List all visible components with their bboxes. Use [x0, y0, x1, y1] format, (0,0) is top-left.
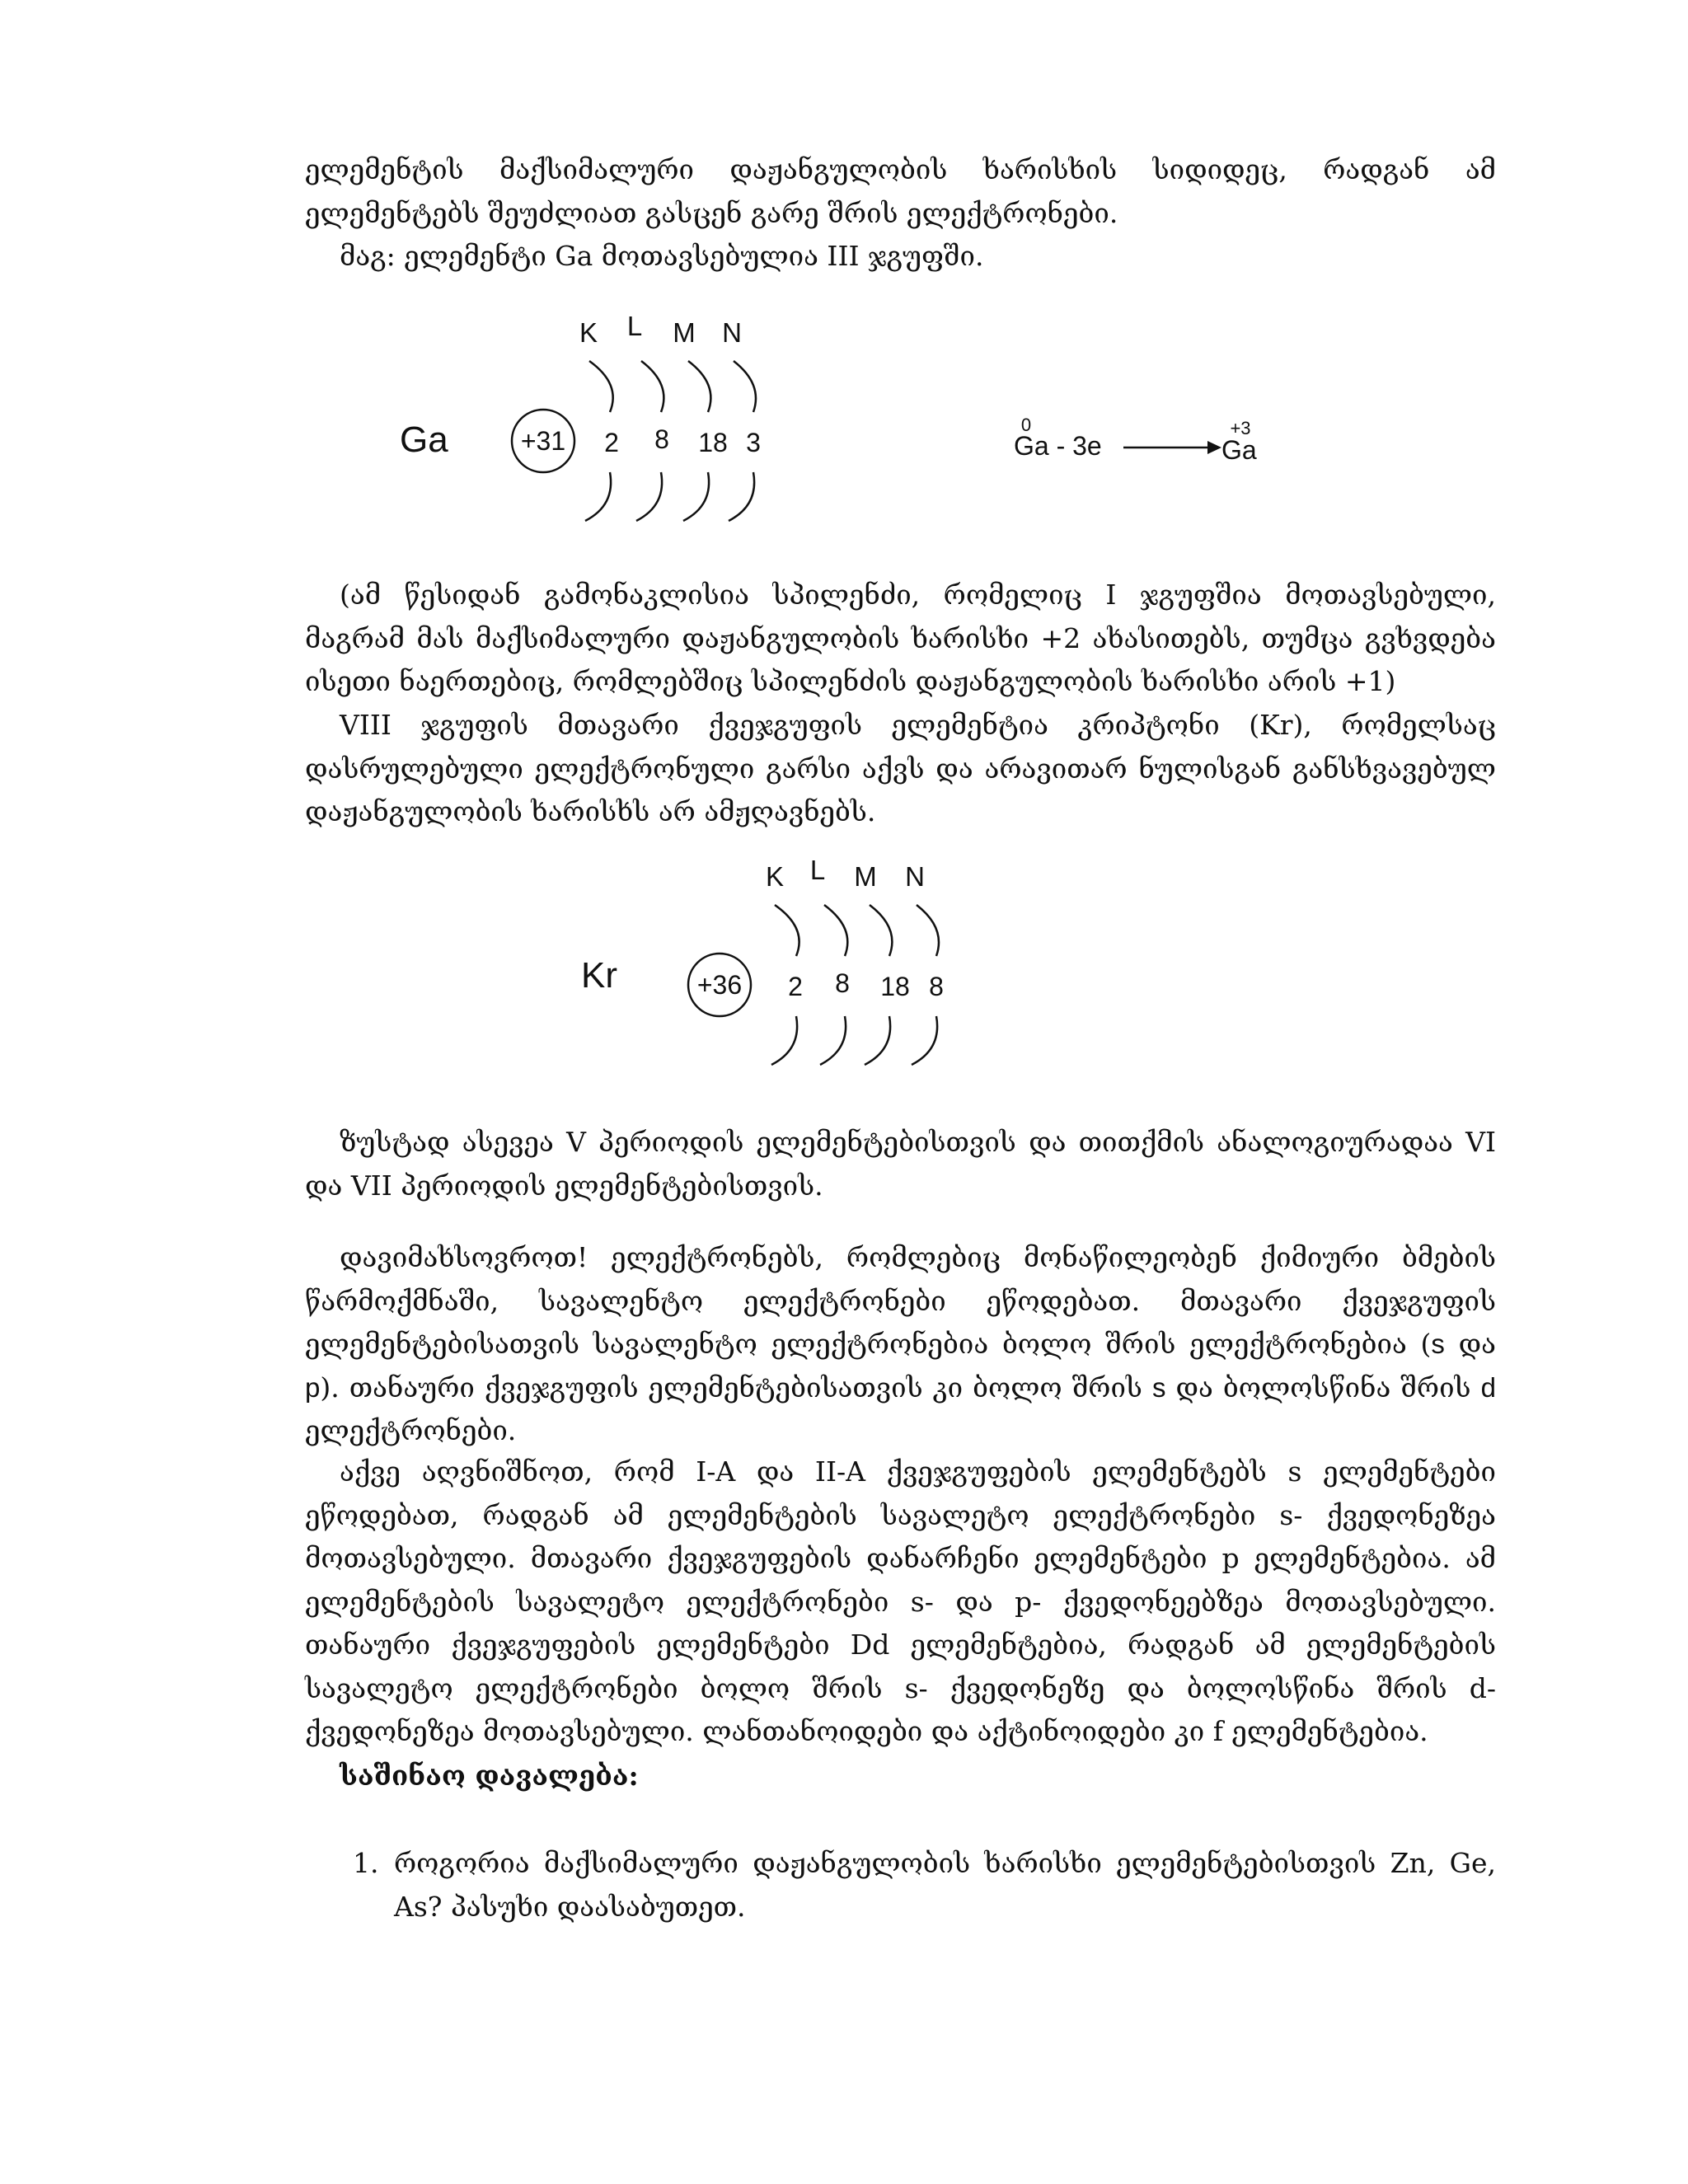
kr-shell-label-m: M [854, 861, 877, 892]
paragraph-periods: ზუსტად ასევეა V პერიოდის ელემენტებისთვის და თითქმის ანალოგიურადაა VI და VII პერიოდის ელემენტებისთვის. [305, 1126, 1496, 1202]
kr-shell-label-n: N [905, 861, 925, 892]
orbital-d: d [1480, 1371, 1496, 1403]
kr-shell-arc-top-3 [870, 905, 892, 956]
ga-oxidation-state-after: +3 [1230, 418, 1251, 438]
reaction-arrow-head-icon [1207, 441, 1221, 454]
ga-shell-label-m: M [673, 317, 696, 348]
kr-electrons-m: 18 [880, 972, 910, 1001]
ga-oxidation-state-before: 0 [1020, 415, 1032, 435]
ga-shell-arc-top-1 [589, 361, 613, 412]
ga-shell-label-l: L [626, 311, 643, 341]
kr-shell-diagram [569, 849, 964, 1088]
kr-electrons-l: 8 [835, 968, 850, 998]
ga-oxidation-reaction [1006, 412, 1286, 478]
kr-nucleus-charge: +36 [696, 970, 743, 1000]
homework-heading: საშინაო დავალება: [340, 1760, 639, 1792]
ga-shell-arc-top-4 [734, 361, 756, 412]
kr-shell-arc-bottom-1 [771, 1016, 797, 1065]
paragraph-krypton: VIII ჯგუფის მთავარი ქვეჯგუფის ელემენტია კრიპტონი (Kr), რომელსაც დასრულებული ელექტრონული გარსი აქვს და არავითარ ნულისგან განსხვავებულ დაჟანგულობის ხარისხს არ ამჟღავნებს. [305, 709, 1496, 827]
homework-item-number: 1. [353, 1847, 379, 1879]
kr-shell-label-l: L [809, 855, 826, 885]
orbital-s: s [1431, 1329, 1445, 1359]
ga-reaction-right: Ga [1221, 435, 1257, 465]
paragraph-valence-electrons: დავიმახსოვროთ! ელექტრონებს, რომლებიც მონაწილეობენ ქიმიური ბმების წარმოქმნაში, სავალენტო ელექტრონები ეწოდებათ. მთავარი ქვეჯგუფის ელემენტებისათვის სავალენტო ელექტრონებია ბოლო შრის ელექტრონებია (s და p). თანაური ქვეჯგუფის ელემენტებისათვის კი ბოლო შრის s და ბოლოსწინა შრის d ელექტრონები. [305, 1241, 1496, 1446]
ga-shell-arc-top-3 [688, 361, 710, 412]
kr-shell-label-k: K [765, 861, 785, 892]
ga-shell-diagram [387, 305, 783, 544]
kr-element-symbol: Kr [581, 955, 617, 996]
ga-element-symbol: Ga [400, 419, 448, 460]
ga-shell-arc-bottom-3 [683, 472, 709, 521]
ga-nucleus-charge: +31 [520, 426, 566, 456]
ga-shell-arc-top-2 [641, 361, 663, 412]
homework-item-text: როგორია მაქსიმალური დაჟანგულობის ხარისხი ელემენტებისთვის Zn, Ge, As? პასუხი დაასაბუთეთ. [394, 1847, 1496, 1923]
ga-shell-label-n: N [722, 317, 742, 348]
kr-electrons-n: 8 [929, 972, 944, 1001]
kr-electrons-k: 2 [788, 972, 803, 1001]
orbital-p: p [305, 1371, 321, 1403]
ga-shell-arc-bottom-4 [729, 472, 754, 521]
ga-shell-arc-bottom-2 [636, 472, 662, 521]
orbital-s-2: s [1152, 1371, 1166, 1403]
paragraph-s-p-d-f-elements: აქვე აღვნიშნოთ, რომ I-A და II-A ქვეჯგუფების ელემენტებს s ელემენტები ეწოდებათ, რადგან ამ ელემენტების სავალეტო ელექტრონები s- ქვედონეზეა მოთავსებული. მთავარი ქვეჯგუფების დანარჩენი ელემენტები p ელემენტებია. ამ ელემენტების სავალეტო ელექტრონები s- და p- ქვედონეებზეა მოთავსებული. თანაური ქვეჯგუფების ელემენტები Dd ელემენტებია, რადგან ამ ელემენტების სავალეტო ელექტრონები ბოლო შრის s- ქვედონეზე და ბოლოსწინა შრის d-ქვედონეზეა მოთავსებული. ლანთანოიდები და აქტინოიდები კი f ელემენტებია. [305, 1455, 1496, 1747]
ga-reaction-left: Ga - 3e [1014, 431, 1102, 461]
ga-shell-label-k: K [579, 317, 598, 348]
kr-shell-arc-top-4 [917, 905, 939, 956]
ga-electrons-k: 2 [604, 428, 619, 457]
ga-shell-arc-bottom-1 [585, 472, 611, 521]
paragraph-example-ga: მაგ: ელემენტი Ga მოთავსებულია III ჯგუფში. [340, 240, 984, 272]
kr-shell-arc-bottom-3 [865, 1016, 890, 1065]
ga-electrons-l: 8 [654, 424, 669, 454]
kr-shell-arc-bottom-4 [912, 1016, 937, 1065]
kr-shell-arc-top-1 [775, 905, 799, 956]
ga-electrons-m: 18 [698, 428, 728, 457]
ga-electrons-n: 3 [746, 428, 761, 457]
homework-item-1 [353, 1842, 1496, 1929]
kr-shell-arc-top-2 [824, 905, 847, 956]
kr-shell-arc-bottom-2 [820, 1016, 846, 1065]
paragraph-copper-exception: (ამ წესიდან გამონაკლისია სპილენძი, რომელიც I ჯგუფშია მოთავსებული, მაგრამ მას მაქსიმალური დაჟანგულობის ხარისხი +2 ახასითებს, თუმცა გვხვდება ისეთი ნაერთებიც, რომლებშიც სპილენძის დაჟანგულობის ხარისხი არის +1) [305, 579, 1496, 697]
paragraph-1: ელემენტის მაქსიმალური დაჟანგულობის ხარისხის სიდიდეც, რადგან ამ ელემენტებს შეუძლიათ გასცენ გარე შრის ელექტრონები. [305, 153, 1496, 229]
